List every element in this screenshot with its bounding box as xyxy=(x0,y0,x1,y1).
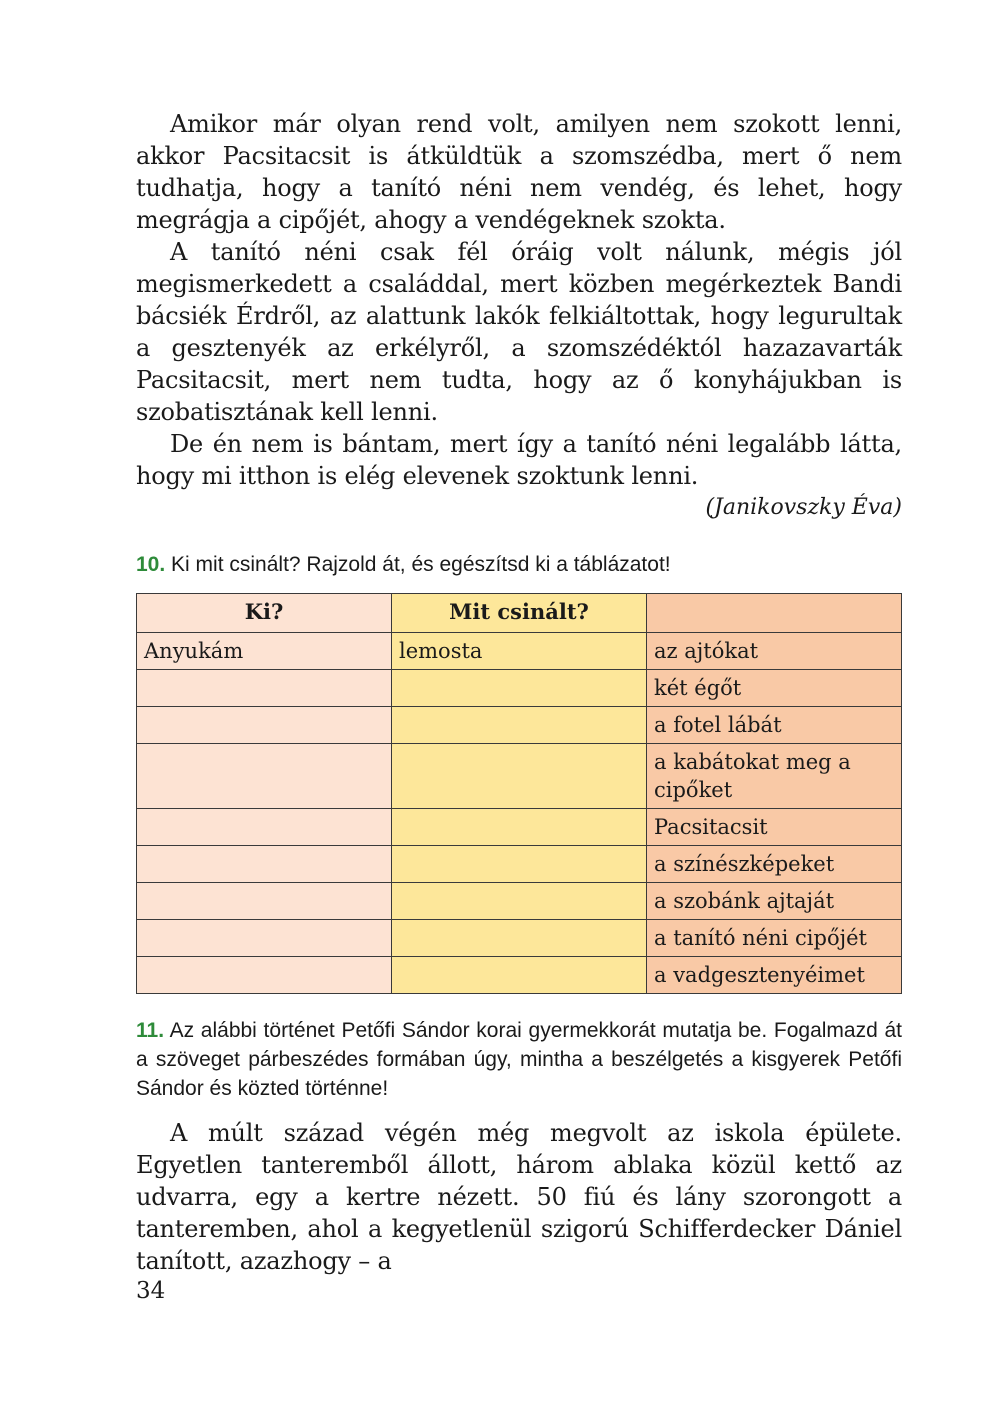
story-paragraph-2: A tanító néni csak fél óráig volt nálunk, mégis jól megismerkedett a családdal, mert közben megérkeztek Bandi bácsiék Érdről, az alattunk lakók felkiáltottak, hogy legurultak a gesztenyék az erkélyről, a szomszédéktól hazazavarták Pacsitacsit, mert nem tudta, hogy az ő konyhájukban is szobatisztának kell lenni. xyxy=(136,238,902,426)
cell-who xyxy=(137,957,392,994)
table-header-row xyxy=(137,594,902,633)
story-paragraph-1: Amikor már olyan rend volt, amilyen nem szokott lenni, akkor Pacsitacsit is átküldtük a szomszédba, mert ő nem tudhatja, hogy a tanító néni nem vendég, és lehet, hogy megrágja a cipőjét, ahogy a vendégeknek szokta. xyxy=(136,110,902,234)
task-11-text: Az alábbi történet Petőfi Sándor korai gyermekkorát mutatja be. Fogalmazd át a szöveget párbeszédes formában úgy, mintha a beszélgetés a kisgyerek Petőfi Sándor és közted történne! xyxy=(136,1019,902,1100)
author-attribution: (Janikovszky Éva) xyxy=(705,495,902,520)
cell-what-did: lemosta xyxy=(392,633,647,670)
cell-what-did xyxy=(392,920,647,957)
table-row xyxy=(137,744,902,809)
worksheet-table xyxy=(136,593,902,994)
cell-what-did xyxy=(392,883,647,920)
cell-object: két égőt xyxy=(647,670,902,707)
story2-paragraph-1: A múlt század végén még megvolt az iskola épülete. Egyetlen tanteremből állott, három ablaka közül kettő az udvarra, egy a kertre nézett. 50 fiú és lány szorongott a tanteremben, ahol a kegyetlenül szigorú Schifferdecker Dániel tanított, azazhogy – a xyxy=(136,1119,902,1275)
cell-object: a szobánk ajtaját xyxy=(647,883,902,920)
cell-what-did xyxy=(392,744,647,809)
cell-object: a fotel lábát xyxy=(647,707,902,744)
table-row xyxy=(137,920,902,957)
cell-who xyxy=(137,920,392,957)
header-who: Ki? xyxy=(137,594,392,633)
task-11-instruction xyxy=(136,1016,902,1103)
cell-who xyxy=(137,846,392,883)
cell-who xyxy=(137,883,392,920)
table-row xyxy=(137,707,902,744)
cell-what-did xyxy=(392,846,647,883)
cell-what-did xyxy=(392,957,647,994)
table-row xyxy=(137,809,902,846)
header-object xyxy=(647,594,902,633)
cell-object: a vadgesztenyéimet xyxy=(647,957,902,994)
table-row xyxy=(137,957,902,994)
task-10-text: Ki mit csinált? Rajzold át, és egészítsd ki a táblázatot! xyxy=(171,553,671,576)
cell-who xyxy=(137,744,392,809)
cell-object: Pacsitacsit xyxy=(647,809,902,846)
cell-who xyxy=(137,707,392,744)
task-10-instruction xyxy=(136,550,902,579)
table-row xyxy=(137,846,902,883)
task-10-number: 10. xyxy=(136,553,166,576)
page-content xyxy=(136,108,902,1277)
cell-what-did xyxy=(392,707,647,744)
cell-object: a kabátokat meg a cipőket xyxy=(647,744,902,809)
task-11-number: 11. xyxy=(136,1019,165,1042)
cell-who xyxy=(137,809,392,846)
cell-what-did xyxy=(392,670,647,707)
cell-who xyxy=(137,670,392,707)
cell-object: az ajtókat xyxy=(647,633,902,670)
cell-what-did xyxy=(392,809,647,846)
cell-who: Anyukám xyxy=(137,633,392,670)
table-row xyxy=(137,670,902,707)
table-row xyxy=(137,883,902,920)
story-paragraph-3: De én nem is bántam, mert így a tanító néni legalább látta, hogy mi itthon is elég elevenek szoktunk lenni. xyxy=(136,430,902,490)
table-row xyxy=(137,633,902,670)
header-what-did: Mit csinált? xyxy=(392,594,647,633)
cell-object: a színészképeket xyxy=(647,846,902,883)
page-number: 34 xyxy=(136,1278,166,1304)
cell-object: a tanító néni cipőjét xyxy=(647,920,902,957)
